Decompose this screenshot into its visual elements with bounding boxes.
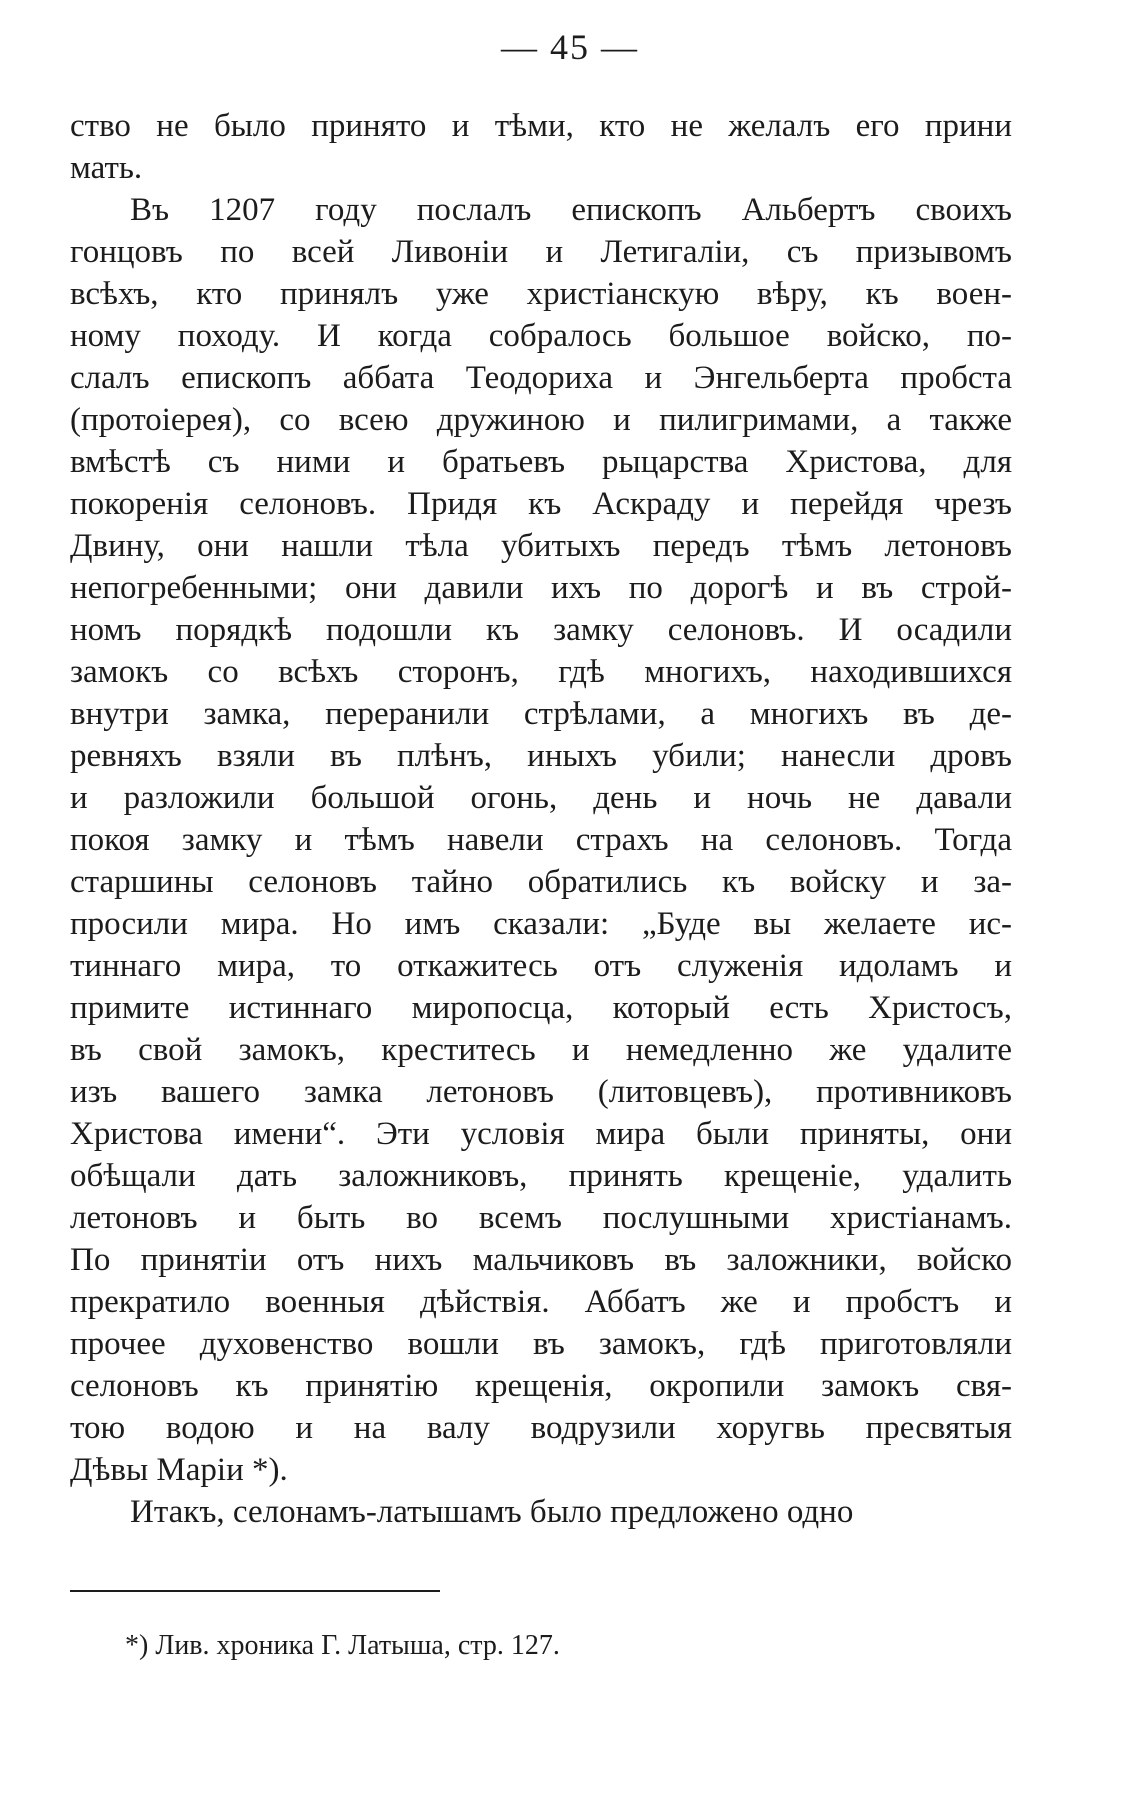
text-line: обѣщали дать заложниковъ, принять крещеніе, удалить — [70, 1158, 1012, 1194]
text-line: тою водою и на валу водрузили хоругвь пресвятыя — [70, 1410, 1012, 1446]
text-line: внутри замка, переранили стрѣлами, а многихъ въ де- — [70, 696, 1012, 732]
text-line: всѣхъ, кто принялъ уже христіанскую вѣру, къ воен- — [70, 276, 1012, 312]
text-line: прочее духовенство вошли въ замокъ, гдѣ приготовляли — [70, 1326, 1012, 1362]
text-line: гонцовъ по всей Ливоніи и Летигаліи, съ призывомъ — [70, 234, 1012, 270]
text-line: номъ порядкѣ подошли къ замку селоновъ. И осадили — [70, 612, 1012, 648]
text-line: мать. — [70, 150, 143, 186]
text-line: Дѣвы Маріи *). — [70, 1452, 288, 1488]
text-line: ному походу. И когда собралось большое войско, по- — [70, 318, 1012, 354]
text-line: Итакъ, селонамъ-латышамъ было предложено одно — [130, 1494, 854, 1530]
text-line: Въ 1207 году послалъ епископъ Альбертъ своихъ — [130, 192, 1012, 228]
paragraph — [70, 189, 1012, 1491]
footnote-divider — [70, 1590, 440, 1592]
text-line: селоновъ къ принятію крещенія, окропили замокъ свя- — [70, 1368, 1012, 1404]
text-line: покоренія селоновъ. Придя къ Аскраду и перейдя чрезъ — [70, 486, 1012, 522]
text-line: (протоіерея), со всею дружиною и пилигримами, а также — [70, 402, 1012, 438]
text-line: вмѣстѣ съ ними и братьевъ рыцарства Христова, для — [70, 444, 1012, 480]
text-line: примите истиннаго миропосца, который есть Христосъ, — [70, 990, 1012, 1026]
paragraph — [70, 105, 1012, 189]
text-line: слалъ епископъ аббата Теодориха и Энгельберта пробста — [70, 360, 1012, 396]
body-text — [70, 105, 1012, 1533]
text-line: тиннаго мира, то откажитесь отъ служенія идоламъ и — [70, 948, 1012, 984]
text-line: Двину, они нашли тѣла убитыхъ передъ тѣмъ летоновъ — [70, 528, 1012, 564]
text-line: старшины селоновъ тайно обратились къ войску и за- — [70, 864, 1012, 900]
text-line: и разложили большой огонь, день и ночь не давали — [70, 780, 1012, 816]
text-line: просили мира. Но имъ сказали: „Буде вы желаете ис- — [70, 906, 1012, 942]
paragraph — [70, 1491, 1012, 1533]
text-line: въ свой замокъ, креститесь и немедленно же удалите — [70, 1032, 1012, 1068]
text-line: Христова имени“. Эти условія мира были приняты, они — [70, 1116, 1012, 1152]
text-line: изъ вашего замка летоновъ (литовцевъ), противниковъ — [70, 1074, 1012, 1110]
footnote: *) Лив. хроника Г. Латыша, стр. 127. — [125, 1630, 560, 1661]
text-line: По принятіи отъ нихъ мальчиковъ въ заложники, войско — [70, 1242, 1012, 1278]
text-line: летоновъ и быть во всемъ послушными христіанамъ. — [70, 1200, 1012, 1236]
page-number: — 45 — — [501, 27, 639, 67]
text-line: ревняхъ взяли въ плѣнъ, иныхъ убили; нанесли дровъ — [70, 738, 1012, 774]
text-line: замокъ со всѣхъ сторонъ, гдѣ многихъ, находившихся — [70, 654, 1012, 690]
text-line: покоя замку и тѣмъ навели страхъ на селоновъ. Тогда — [70, 822, 1012, 858]
text-line: ство не было принято и тѣми, кто не желалъ его прини — [70, 108, 1012, 144]
text-line: непогребенными; они давили ихъ по дорогѣ и въ строй- — [70, 570, 1012, 606]
text-line: прекратило военныя дѣйствія. Аббатъ же и пробстъ и — [70, 1284, 1012, 1320]
